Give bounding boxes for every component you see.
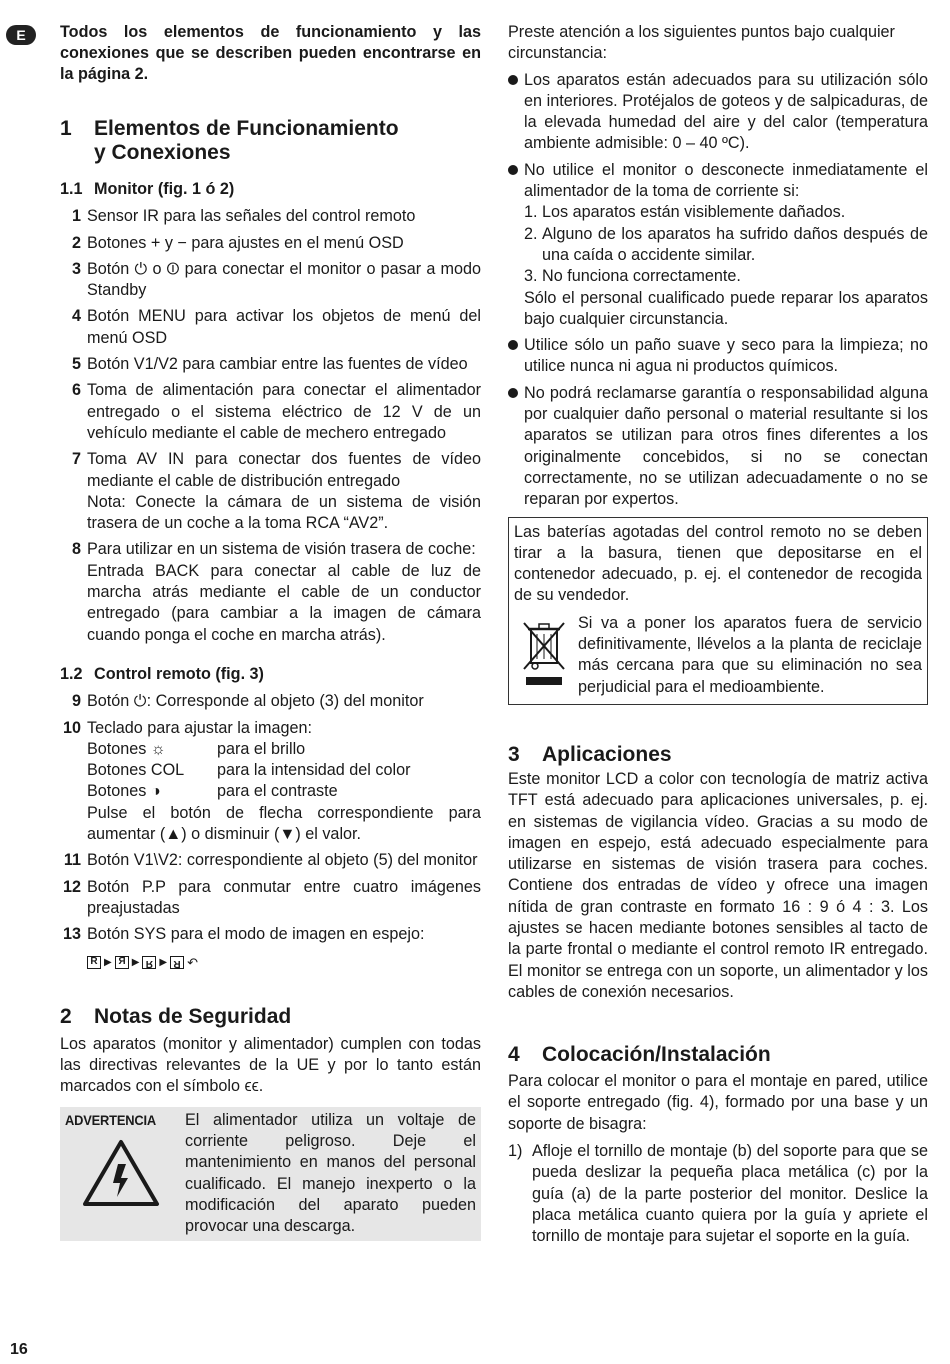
section-2-heading [60, 1005, 481, 1029]
right-column [508, 22, 928, 1248]
section-1-2-heading [60, 664, 481, 685]
bullet-icon [508, 160, 524, 330]
mirror-normal-icon: R [87, 956, 101, 969]
list-item: 8 Para utilizar en un sistema de visión trasera de coche: Entrada BACK para conectar al cable de luz de marcha atrás mediante el cable de un conductor entregado (para cambiar a la imagen de cámara cuando ponga el coche en marcha atrás). [60, 539, 481, 645]
section-number: 4 [508, 1043, 520, 1067]
item-note: Entrada BACK para conectar al cable de luz de marcha atrás mediante el cable de un conductor entregado (para cambiar a la imagen de cámara cuando ponga el coche en marcha atrás). [87, 561, 481, 644]
recycling-notice-box [508, 517, 928, 705]
bullet-icon [508, 70, 524, 155]
warning-text: El alimentador utiliza un voltaje de corriente peligroso. Deje el mantenimiento en manos del personal cualificado. El manejo inexperto o la modificación del aparato pueden provocar una descarga. [185, 1110, 476, 1236]
remote-item-list [60, 691, 481, 973]
list-item: 12 Botón P.P para conmutar entre cuatro imágenes preajustadas [62, 877, 481, 917]
list-item: 3 Botón ⏻ o ⏼ para conectar el monitor o pasar a modo Standby [71, 259, 481, 300]
bullet-icon [508, 335, 524, 378]
list-item: 6 Toma de alimentación para conectar el alimentador entregado o el sistema eléctrico de 12 V de un vehículo mediante el cable de mechero entregado [71, 381, 481, 442]
section-title-cont: y Conexiones [94, 141, 231, 164]
left-column [60, 22, 481, 1241]
section-2-text: Los aparatos (monitor y alimentador) cumplen con todas las directivas relevantes de la UE y por lo tanto están marcados con el símbolo ϵϵ. [60, 1034, 481, 1096]
list-item: 4 Botón MENU para activar los objetos de menú del menú OSD [71, 307, 481, 347]
section-number: 1.1 [60, 180, 83, 198]
warning-label: ADVERTENCIA [65, 1111, 157, 1128]
section-1-1-heading [60, 179, 481, 200]
crossed-out-bin-icon [514, 617, 574, 693]
list-item: 13 Botón SYS para el modo de imagen en espejo: [62, 925, 425, 944]
list-item: 9 Botón ⏻: Corresponde al objeto (3) del monitor [71, 692, 424, 711]
arrow-right-icon: ▶ [104, 956, 112, 968]
section-title: Aplicaciones [542, 742, 672, 766]
section-number: 1 [60, 117, 72, 140]
bullet-icon [508, 383, 524, 511]
adjust-row: Botones ☼ para el brillo [87, 739, 306, 758]
monitor-item-list [60, 206, 481, 646]
high-voltage-warning-icon [82, 1139, 160, 1207]
section-title: Monitor (fig. 1 ó 2) [94, 180, 235, 198]
adjust-row: Botones ◑ para el contraste [87, 782, 338, 801]
lead-text: Preste atención a los siguientes puntos bajo cualquier circunstancia: [508, 23, 895, 63]
adjust-row: Botones COL para la intensidad del color [87, 761, 411, 780]
section-4-heading [508, 1043, 928, 1067]
item-note: Pulse el botón de flecha correspondiente para aumentar (▲) o disminuir (▼) el valor. [87, 803, 481, 844]
mirror-mode-sequence [87, 952, 481, 973]
section-title: Notas de Seguridad [94, 1004, 292, 1028]
return-arrow-icon: ↶ [187, 954, 199, 970]
arrow-right-icon: ▶ [131, 956, 140, 968]
section-title: Colocación/Instalación [542, 1043, 771, 1067]
item-note: Nota: Conecte la cámara de un sistema de visión trasera de un coche a la toma RCA “AV2”. [87, 492, 481, 533]
sub-list-item: 2. Alguno de los aparatos ha sufrido daños después de una caída o accidente similar. [524, 224, 928, 264]
arrow-right-icon: ▶ [159, 956, 168, 968]
language-badge: E [6, 25, 36, 45]
bullet-item: No podrá reclamarse garantía o responsabilidad alguna por cualquier daño personal o material resultante si los aparatos se utilizan para otros fines diferentes a los originalmente concebidos, si no se conectan correctamente, no se utilizan adecuadamente o no se reparan por expertos. [508, 383, 928, 511]
sub-list-item: 3. No funciona correctamente. [524, 267, 741, 286]
list-item: 7 Toma AV IN para conectar dos fuentes de vídeo mediante el cable de distribución entregado Nota: Conecte la cámara de un sistema de visión trasera de un coche a la toma RCA “AV2”. [60, 449, 481, 534]
bullet-item: Los aparatos están adecuados para su utilización sólo en interiores. Protéjalos de goteos y de salpicaduras, de la elevada humedad del aire y del calor (temperatura ambiente admisible: 0 – 40 ºC). [508, 70, 928, 155]
installation-step: 1) Afloje el tornillo de montaje (b) del soporte para que se pueda deslizar la pequeña placa metálica (c) por la guía (a) de la parte posterior del monitor. Deslice la placa metálica cuanto quiera por la guía y apriete el tornillo de montaje para sujetar el soporte en la guía. [508, 1142, 928, 1246]
page-number: 16 [10, 1341, 28, 1358]
list-item: 5 Botón V1/V2 para cambiar entre las fuentes de vídeo [71, 355, 468, 374]
bullet-item: Utilice sólo un paño suave y seco para la limpieza; no utilice nunca ni agua ni productos químicos. [508, 335, 928, 378]
section-number: 3 [508, 742, 520, 766]
device-disposal-text: Si va a poner los aparatos fuera de servicio definitivamente, llévelos a la planta de reciclaje más cercana para que su eliminación no sea perjudicial para el medioambiente. [578, 613, 922, 696]
section-3-heading [508, 743, 928, 767]
section-3-text: Este monitor LCD a color con tecnología de matriz activa TFT está adecuado para aplicaciones universales, p. ej. en sistemas de vigilancia vídeo. Gracias a su modo de imagen en espejo, está adecuado especialmente para utilizarse en sistemas de visión trasera para coches. Contiene dos entradas de vídeo y ofrece una imagen nítida de gran contraste en formato 16 : 9 ó 4 : 3. Los ajustes se hacen mediante botones sensibles al tacto de la parte frontal o mediante el control remoto IR entregado. El monitor se entrega con un soporte, un alimentador y los cables de conexión necesarios. [508, 769, 928, 1001]
section-number: 1.2 [60, 664, 83, 683]
section-number: 2 [60, 1004, 72, 1028]
list-item: 1 Sensor IR para las señales del control remoto [71, 207, 416, 226]
bullet-item: No utilice el monitor o desconecte inmediatamente el alimentador de la toma de corriente si: 1. Los aparatos están visiblemente dañados. 2. Alguno de los aparatos ha sufrido daños después de una caída o accidente similar. 3. No funciona correctamente. Sólo el personal cualificado puede reparar los aparatos bajo cualquier circunstancia. [508, 160, 928, 330]
section-title: Elementos de Funcionamiento [94, 117, 399, 140]
list-item: 11 Botón V1\V2: correspondiente al objeto (5) del monitor [63, 851, 478, 870]
mirror-vertical-icon: R [142, 956, 156, 969]
mirror-rotated-icon: R [170, 956, 184, 969]
section-1-heading [60, 117, 481, 165]
mirror-horizontal-icon: R [115, 956, 129, 969]
battery-disposal-text: Las baterías agotadas del control remoto no se deben tirar a la basura, tienen que depositarse en el contenedor adecuado, p. ej. el contenedor de recogida de su vendedor. [514, 522, 922, 605]
warning-box [60, 1107, 481, 1242]
sub-list-item: 1. Los aparatos están visiblemente dañados. [524, 203, 846, 222]
list-item: 2 Botones + y − para ajustes en el menú OSD [71, 233, 404, 252]
intro-text: Todos los elementos de funcionamiento y las conexiones que se describen pueden encontrarse en la página 2. [60, 23, 481, 83]
section-title: Control remoto (fig. 3) [94, 664, 264, 683]
list-item: 10 Teclado para ajustar la imagen: Botones ☼ para el brillo Botones COL para la intensidad del color Botones ◑ para el contraste Pulse el botón de flecha correspondiente para aumentar (▲) o disminuir (▼) el valor. [60, 718, 481, 846]
section-4-text: Para colocar el monitor o para el montaje en pared, utilice el soporte entregado (fig. 4), formado por una base y un soporte de bisagra: [508, 1072, 928, 1133]
